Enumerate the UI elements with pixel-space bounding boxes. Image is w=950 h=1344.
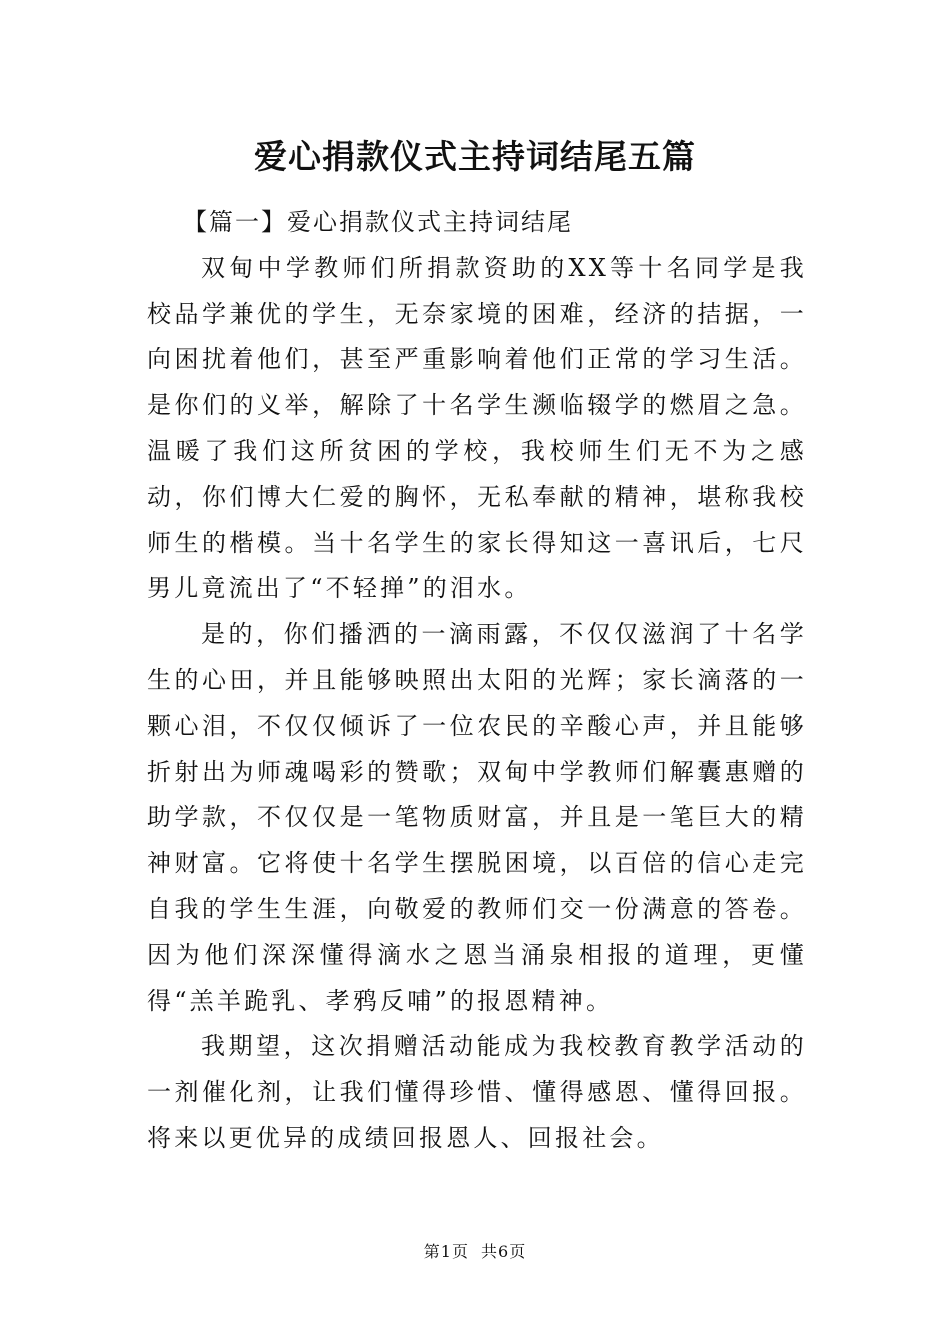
paragraph-3: 我期望，这次捐赠活动能成为我校教育教学活动的一剂催化剂，让我们懂得珍惜、懂得感恩、懂得回报。将来以更优异的成绩回报恩人、回报社会。 [147,1032,807,1152]
page-footer [0,1240,950,1264]
page-number: 第1页 [423,1242,469,1261]
section-heading: 【篇一】爱心捐款仪式主持词结尾 [183,208,573,236]
page-total: 共6页 [481,1242,527,1261]
document-title: 爱心捐款仪式主持词结尾五篇 [254,137,696,176]
document-body [147,200,807,1162]
paragraph-1: 双甸中学教师们所捐款资助的XX等十名同学是我校品学兼优的学生，无奈家境的困难，经济的拮据，一向困扰着他们，甚至严重影响着他们正常的学习生活。是你们的义举，解除了十名学生濒临辍学的燃眉之急。温暖了我们这所贫困的学校，我校师生们无不为之感动，你们博大仁爱的胸怀，无私奉献的精神，堪称我校师生的楷模。当十名学生的家长得知这一喜讯后，七尺男儿竟流出了“不轻掸”的泪水。 [147,253,807,603]
paragraph-2: 是的，你们播洒的一滴雨露，不仅仅滋润了十名学生的心田，并且能够映照出太阳的光辉；家长滴落的一颗心泪，不仅仅倾诉了一位农民的辛酸心声，并且能够折射出为师魂喝彩的赞歌；双甸中学教师们解囊惠赠的助学款，不仅仅是一笔物质财富，并且是一笔巨大的精神财富。它将使十名学生摆脱困境，以百倍的信心走完自我的学生生涯，向敬爱的教师们交一份满意的答卷。因为他们深深懂得滴水之恩当涌泉相报的道理，更懂得“羔羊跪乳、孝鸦反哺”的报恩精神。 [147,620,807,1015]
